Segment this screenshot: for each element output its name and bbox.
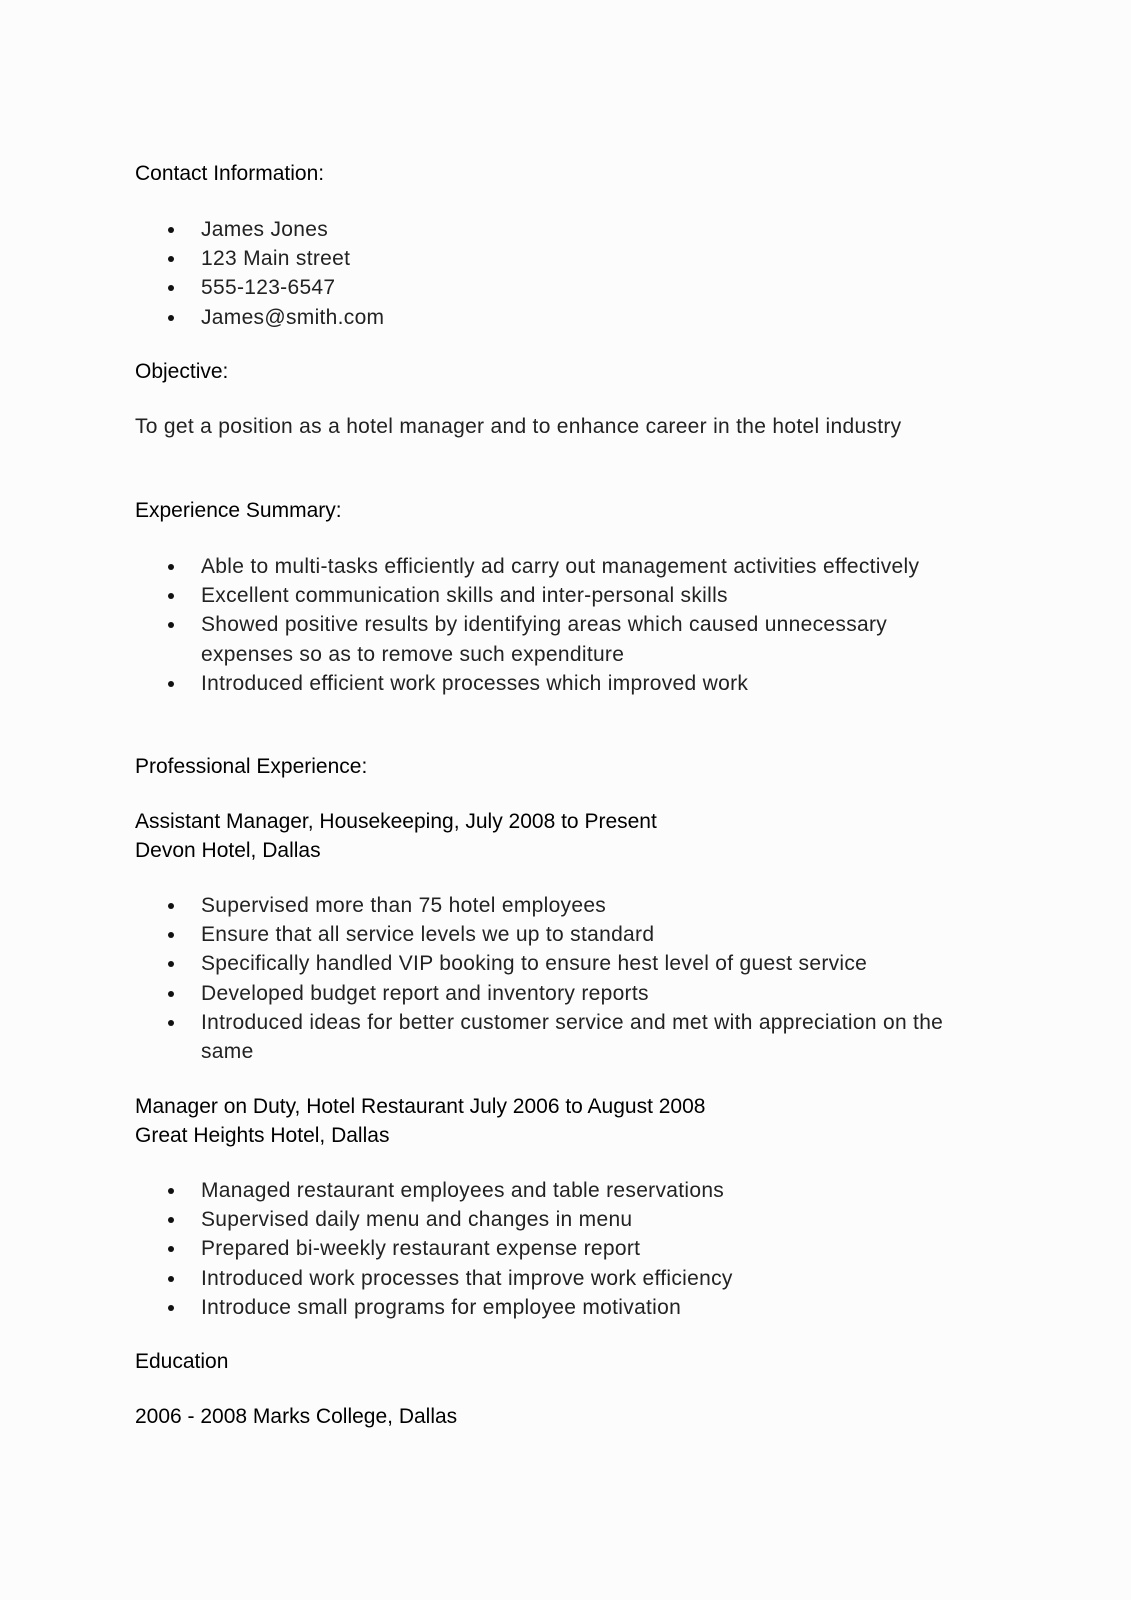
bullet-icon (168, 932, 174, 938)
bullet-icon (168, 315, 174, 321)
job-title: Assistant Manager, Housekeeping, July 2008 to Present (135, 810, 657, 833)
list-item (0, 1234, 961, 1263)
list-item (0, 273, 961, 302)
bullet-icon (168, 681, 174, 687)
item-text: Ensure that all service levels we up to standard (201, 923, 655, 947)
bullet-icon (168, 227, 174, 233)
item-text: Introduced efficient work processes which improved work (201, 671, 749, 695)
item-text: Introduce small programs for employee motivation (201, 1295, 682, 1319)
summary-list (0, 552, 961, 698)
item-text: Showed positive results by identifying areas which caused unnecessary expenses so as to remove such expenditure (201, 613, 888, 666)
item-text: Specifically handled VIP booking to ensure hest level of guest service (201, 952, 868, 976)
list-item (0, 1264, 961, 1293)
contact-heading: Contact Information: (135, 162, 325, 185)
job-title: Manager on Duty, Hotel Restaurant July 2006 to August 2008 (135, 1095, 706, 1118)
bullet-icon (168, 1217, 174, 1223)
contact-email: James@smith.com (201, 305, 385, 329)
list-item (0, 1176, 961, 1205)
job-duties-list (0, 1176, 961, 1322)
bullet-icon (168, 903, 174, 909)
bullet-icon (168, 622, 174, 628)
contact-list (0, 215, 961, 332)
item-text: Introduced work processes that improve work efficiency (201, 1266, 733, 1290)
bullet-icon (168, 564, 174, 570)
list-item (0, 891, 961, 920)
item-text: Able to multi-tasks efficiently ad carry out management activities effectively (201, 555, 920, 578)
education-line: 2006 - 2008 Marks College, Dallas (135, 1405, 458, 1428)
objective-text: To get a position as a hotel manager and to enhance career in the hotel industry (135, 415, 902, 438)
list-item (0, 1008, 961, 1066)
bullet-icon (168, 1305, 174, 1311)
item-text: Supervised more than 75 hotel employees (201, 894, 607, 917)
professional-heading: Professional Experience: (135, 755, 368, 778)
bullet-icon (168, 256, 174, 262)
job-duties-list (0, 891, 961, 1066)
list-item (0, 1293, 961, 1322)
list-item (0, 920, 961, 949)
job-place: Great Heights Hotel, Dallas (135, 1124, 390, 1147)
contact-name: James Jones (201, 218, 329, 241)
list-item (0, 979, 961, 1008)
job-place: Devon Hotel, Dallas (135, 839, 321, 862)
bullet-icon (168, 1246, 174, 1252)
item-text: Managed restaurant employees and table reservations (201, 1179, 725, 1202)
list-item (0, 1205, 961, 1234)
list-item (0, 581, 961, 610)
item-text: Prepared bi-weekly restaurant expense report (201, 1237, 641, 1261)
item-text: Developed budget report and inventory reports (201, 981, 649, 1005)
objective-heading: Objective: (135, 360, 229, 383)
bullet-icon (168, 593, 174, 599)
bullet-icon (168, 961, 174, 967)
item-text: Excellent communication skills and inter-personal skills (201, 584, 728, 608)
list-item (0, 244, 961, 273)
summary-heading: Experience Summary: (135, 499, 342, 522)
bullet-icon (168, 991, 174, 997)
contact-address: 123 Main street (201, 247, 351, 271)
list-item (0, 949, 961, 978)
list-item (0, 303, 961, 332)
bullet-icon (168, 1020, 174, 1026)
item-text: Supervised daily menu and changes in menu (201, 1208, 633, 1232)
item-text: Introduced ideas for better customer service and met with appreciation on the same (201, 1010, 944, 1064)
list-item (0, 610, 961, 668)
bullet-icon (168, 1188, 174, 1194)
list-item (0, 215, 961, 244)
list-item (0, 552, 961, 581)
contact-phone: 555-123-6547 (201, 276, 336, 300)
bullet-icon (168, 285, 174, 291)
education-heading: Education (135, 1350, 229, 1373)
bullet-icon (168, 1276, 174, 1282)
list-item (0, 669, 961, 698)
